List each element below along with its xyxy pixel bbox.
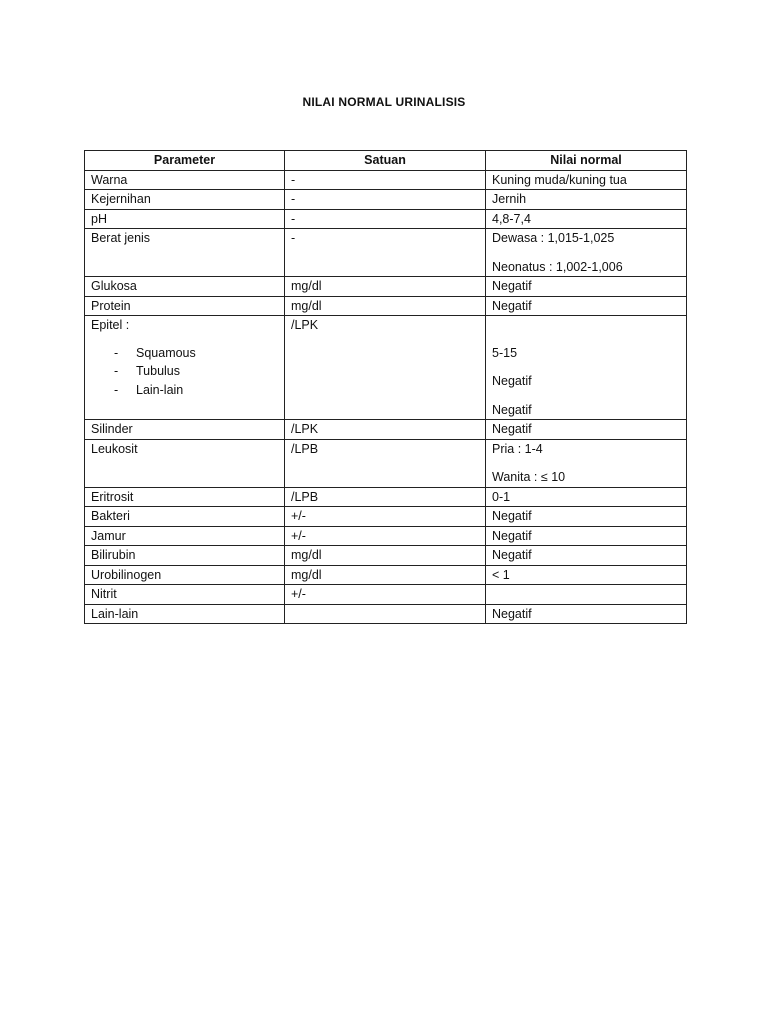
table-row: [85, 316, 687, 420]
list-dash: -: [114, 382, 119, 397]
nilai-line: Neonatus : 1,002-1,006: [492, 259, 623, 274]
nilai-cell: [486, 585, 687, 605]
satuan-cell: mg/dl: [285, 296, 486, 316]
parameter-cell: Warna: [85, 170, 285, 190]
nilai-line: 5-15: [492, 345, 518, 360]
table-row: [85, 487, 687, 507]
parameter-cell: Bilirubin: [85, 546, 285, 566]
table-row: [85, 439, 687, 487]
nilai-line: Negatif: [492, 374, 532, 388]
nilai-cell: Kuning muda/kuning tua: [486, 170, 687, 190]
satuan-cell: mg/dl: [285, 565, 486, 585]
table-row: [85, 565, 687, 585]
nilai-cell: [486, 316, 687, 420]
table-row: [85, 209, 687, 229]
nilai-cell: Negatif: [486, 296, 687, 316]
satuan-cell: mg/dl: [285, 546, 486, 566]
parameter-cell: Silinder: [85, 420, 285, 440]
table-row: [85, 296, 687, 316]
table-row: [85, 190, 687, 210]
nilai-cell: < 1: [486, 565, 687, 585]
sub-parameter-item: [91, 381, 278, 400]
parameter-group-label: Epitel :: [91, 318, 130, 332]
header-parameter: Parameter: [85, 151, 285, 171]
parameter-cell: [85, 316, 285, 420]
nilai-cell: Negatif: [486, 526, 687, 546]
satuan-cell: /LPB: [285, 487, 486, 507]
nilai-cell: 4,8-7,4: [486, 209, 687, 229]
parameter-cell: Protein: [85, 296, 285, 316]
sub-parameter-label: Squamous: [136, 345, 196, 360]
satuan-cell: +/-: [285, 507, 486, 527]
table-row: [85, 604, 687, 624]
list-dash: -: [114, 345, 119, 360]
satuan-cell: mg/dl: [285, 277, 486, 297]
nilai-cell: [486, 229, 687, 277]
table-row: [85, 420, 687, 440]
satuan-cell: /LPK: [285, 420, 486, 440]
nilai-line: Wanita : ≤ 10: [492, 470, 566, 484]
parameter-cell: Jamur: [85, 526, 285, 546]
parameter-cell: Eritrosit: [85, 487, 285, 507]
nilai-cell: Negatif: [486, 546, 687, 566]
parameter-cell: Leukosit: [85, 439, 285, 487]
sub-parameter-item: [91, 362, 278, 381]
document-title: NILAI NORMAL URINALISIS: [302, 95, 466, 109]
parameter-cell: pH: [85, 209, 285, 229]
table-row: [85, 170, 687, 190]
nilai-line: Negatif: [492, 402, 532, 417]
satuan-cell: -: [285, 190, 486, 210]
list-dash: -: [114, 364, 119, 378]
sub-parameter-item: [91, 344, 278, 363]
table-row: [85, 526, 687, 546]
parameter-cell: Glukosa: [85, 277, 285, 297]
sub-parameter-label: Lain-lain: [136, 382, 184, 397]
table-row: [85, 507, 687, 527]
nilai-cell: Jernih: [486, 190, 687, 210]
table-row: [85, 277, 687, 297]
parameter-cell: Lain-lain: [85, 604, 285, 624]
nilai-cell: Negatif: [486, 507, 687, 527]
sub-parameter-label: Tubulus: [136, 364, 181, 378]
header-nilai-normal: Nilai normal: [486, 151, 687, 171]
satuan-cell: +/-: [285, 585, 486, 605]
table-row: [85, 546, 687, 566]
parameter-cell: Berat jenis: [85, 229, 285, 277]
parameter-cell: Kejernihan: [85, 190, 285, 210]
satuan-cell: -: [285, 170, 486, 190]
satuan-cell: -: [285, 209, 486, 229]
nilai-cell: Negatif: [486, 277, 687, 297]
parameter-cell: Urobilinogen: [85, 565, 285, 585]
urinalysis-table: [84, 150, 687, 624]
parameter-cell: Nitrit: [85, 585, 285, 605]
satuan-cell: +/-: [285, 526, 486, 546]
satuan-cell: -: [285, 229, 486, 277]
table-header-row: [85, 151, 687, 171]
nilai-line: Dewasa : 1,015-1,025: [492, 231, 615, 245]
table-row: [85, 585, 687, 605]
nilai-line: Pria : 1-4: [492, 441, 543, 456]
nilai-cell: Negatif: [486, 420, 687, 440]
nilai-cell: [486, 439, 687, 487]
header-satuan: Satuan: [285, 151, 486, 171]
nilai-cell: Negatif: [486, 604, 687, 624]
parameter-cell: Bakteri: [85, 507, 285, 527]
table-row: [85, 229, 687, 277]
nilai-cell: 0-1: [486, 487, 687, 507]
satuan-cell: [285, 604, 486, 624]
satuan-cell: /LPK: [285, 316, 486, 420]
satuan-cell: /LPB: [285, 439, 486, 487]
